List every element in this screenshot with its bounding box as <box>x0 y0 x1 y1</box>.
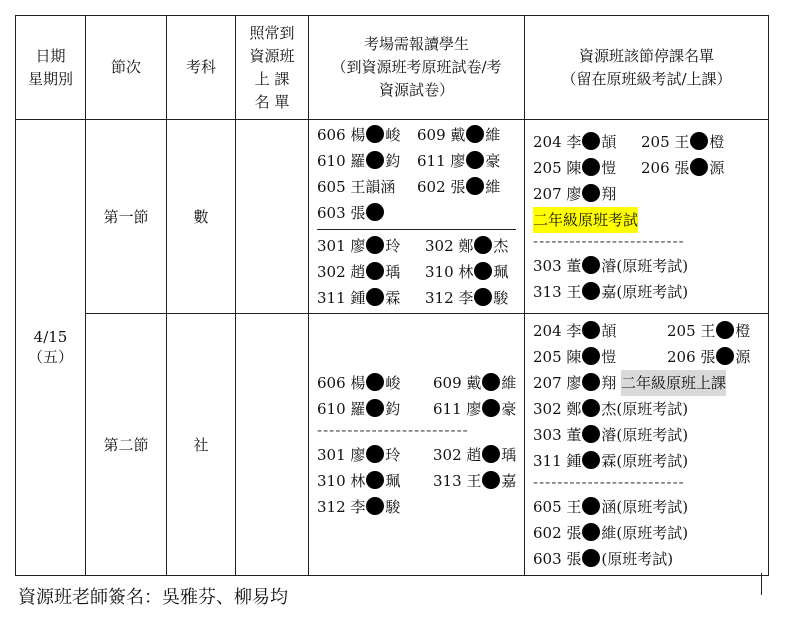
list-item <box>317 122 524 148</box>
redaction-dot <box>366 445 384 463</box>
student-name: 611 廖 豪 <box>417 152 501 170</box>
redaction-dot <box>366 125 384 143</box>
dashed-divider: ------------------------- <box>533 473 685 491</box>
student-name: 603 張 (原班考試) <box>533 549 674 568</box>
list-item <box>533 396 768 422</box>
redaction-dot <box>582 282 600 300</box>
student-name: 205 王 橙 <box>641 132 725 151</box>
redaction-dot <box>366 262 384 280</box>
student-name: 611 廖 豪 <box>433 399 517 418</box>
student-name: 206 張 源 <box>641 158 725 177</box>
period1-roster <box>236 120 309 314</box>
list-item <box>533 370 768 396</box>
list-item <box>317 233 524 259</box>
student-name: 205 陳 愷 <box>533 347 617 366</box>
student-name: 610 羅 鈞 <box>317 399 401 418</box>
period1-subject: 數 <box>167 120 236 314</box>
header-suspended: 資源班該節停課名單 （留在原班級考試/上課） <box>525 16 769 120</box>
list-item <box>533 155 768 181</box>
period2-exam-students <box>309 314 525 576</box>
list-item <box>317 370 524 396</box>
second-grade-note: 二年級原班考試 <box>533 207 638 233</box>
redaction-dot <box>582 321 600 339</box>
redaction-dot <box>366 373 384 391</box>
period2-roster <box>236 314 309 576</box>
redaction-dot <box>690 158 708 176</box>
student-name: 206 張 源 <box>667 347 751 366</box>
student-name: 302 趙 瑀 <box>317 263 401 281</box>
list-item <box>317 396 524 422</box>
student-name: 606 楊 峻 <box>317 126 401 144</box>
redaction-dot <box>474 288 492 306</box>
list-item <box>317 285 524 311</box>
redaction-dot <box>366 471 384 489</box>
teacher-signature: 資源班老師簽名：吳雅芬、柳易均 <box>18 587 288 608</box>
list-item <box>317 200 524 226</box>
student-name: 205 陳 愷 <box>533 158 617 177</box>
redaction-dot <box>582 256 600 274</box>
student-name: 303 董 濬(原班考試) <box>533 256 689 275</box>
redaction-dot <box>366 288 384 306</box>
redaction-dot <box>716 321 734 339</box>
period2-row <box>16 314 769 576</box>
redaction-dot <box>474 262 492 280</box>
redaction-dot <box>582 549 600 567</box>
student-name: 302 鄭 杰 <box>425 237 509 255</box>
list-item <box>533 344 768 370</box>
student-name: 301 廖 玲 <box>317 445 401 464</box>
list-item <box>533 253 768 279</box>
redaction-dot <box>474 236 492 254</box>
period2-suspended <box>525 314 769 576</box>
second-grade-note: 二年級原班上課 <box>621 370 726 396</box>
dashed-divider: ------------------------- <box>317 421 469 439</box>
student-name: 313 王 嘉 <box>433 471 517 490</box>
list-item <box>533 181 768 207</box>
redaction-dot <box>582 347 600 365</box>
redaction-dot <box>716 347 734 365</box>
student-name: 310 林 珮 <box>317 471 401 490</box>
student-name: 603 張 <box>317 200 417 226</box>
redaction-dot <box>482 471 500 489</box>
student-name: 609 戴 維 <box>433 373 517 392</box>
redaction-dot <box>582 373 600 391</box>
list-item <box>533 546 768 572</box>
header-period: 節次 <box>86 16 167 120</box>
student-name: 313 王 嘉(原班考試) <box>533 282 689 301</box>
resource-class-exam-table <box>15 15 769 576</box>
student-name: 311 鍾 霖(原班考試) <box>533 451 689 470</box>
student-name: 605 王 涵(原班考試) <box>533 497 689 516</box>
student-name: 302 趙 瑀 <box>433 445 517 464</box>
student-name: 312 李 駿 <box>317 497 401 516</box>
student-name: 303 董 濬(原班考試) <box>533 425 689 444</box>
redaction-dot <box>582 425 600 443</box>
student-name: 605 王韻涵 <box>317 178 396 196</box>
list-item <box>317 442 524 468</box>
student-name: 609 戴 維 <box>417 126 501 144</box>
student-name: 606 楊 峻 <box>317 373 401 392</box>
list-item <box>317 174 524 200</box>
student-name: 301 廖 玲 <box>317 237 401 255</box>
student-name: 204 李 頡 <box>533 321 617 340</box>
redaction-dot <box>582 451 600 469</box>
header-date: 日期 星期別 <box>16 16 86 120</box>
list-item <box>317 148 524 174</box>
redaction-dot <box>582 523 600 541</box>
redaction-dot <box>366 399 384 417</box>
redaction-dot <box>482 373 500 391</box>
student-name: 207 廖 翔 <box>533 184 617 203</box>
redaction-dot <box>466 177 484 195</box>
redaction-dot <box>366 236 384 254</box>
margin-mark <box>761 573 762 595</box>
list-item <box>533 494 768 520</box>
list-item <box>533 422 768 448</box>
student-name: 207 廖 翔 <box>533 373 617 392</box>
redaction-dot <box>690 132 708 150</box>
redaction-dot <box>466 125 484 143</box>
list-item <box>317 259 524 285</box>
divider <box>317 229 516 230</box>
student-name: 310 林 珮 <box>425 263 509 281</box>
student-name: 302 鄭 杰(原班考試) <box>533 399 689 418</box>
header-exam-students: 考場需報讀學生 （到資源班考原班試卷/考 資源試卷） <box>309 16 525 120</box>
header-roster: 照常到 資源班 上 課 名 單 <box>236 16 309 120</box>
redaction-dot <box>482 445 500 463</box>
period1-row <box>16 120 769 314</box>
list-item <box>533 448 768 474</box>
note-row <box>533 207 768 233</box>
redaction-dot <box>482 399 500 417</box>
student-name: 204 李 頡 <box>533 132 617 151</box>
date-cell: 4/15 （五） <box>16 120 86 576</box>
redaction-dot <box>582 399 600 417</box>
list-item <box>317 494 524 520</box>
period1-exam-students <box>309 120 525 314</box>
student-name: 311 鍾 霖 <box>317 289 401 307</box>
student-name: 602 張 維(原班考試) <box>533 523 689 542</box>
period2-subject: 社 <box>167 314 236 576</box>
student-name: 610 羅 鈞 <box>317 152 401 170</box>
redaction-dot <box>582 158 600 176</box>
list-item <box>533 279 768 305</box>
header-subject: 考科 <box>167 16 236 120</box>
redaction-dot <box>582 132 600 150</box>
period2-label: 第二節 <box>86 314 167 576</box>
dashed-divider: ------------------------- <box>533 232 685 250</box>
redaction-dot <box>582 184 600 202</box>
student-name: 312 李 駿 <box>425 289 509 307</box>
redaction-dot <box>582 497 600 515</box>
period1-suspended <box>525 120 769 314</box>
redaction-dot <box>366 497 384 515</box>
period1-label: 第一節 <box>86 120 167 314</box>
header-row <box>16 16 769 120</box>
list-item <box>533 520 768 546</box>
student-name: 205 王 橙 <box>667 321 751 340</box>
redaction-dot <box>466 151 484 169</box>
redaction-dot <box>366 151 384 169</box>
list-item <box>533 129 768 155</box>
student-name: 602 張 維 <box>417 178 501 196</box>
redaction-dot <box>366 203 384 221</box>
list-item <box>533 318 768 344</box>
list-item <box>317 468 524 494</box>
